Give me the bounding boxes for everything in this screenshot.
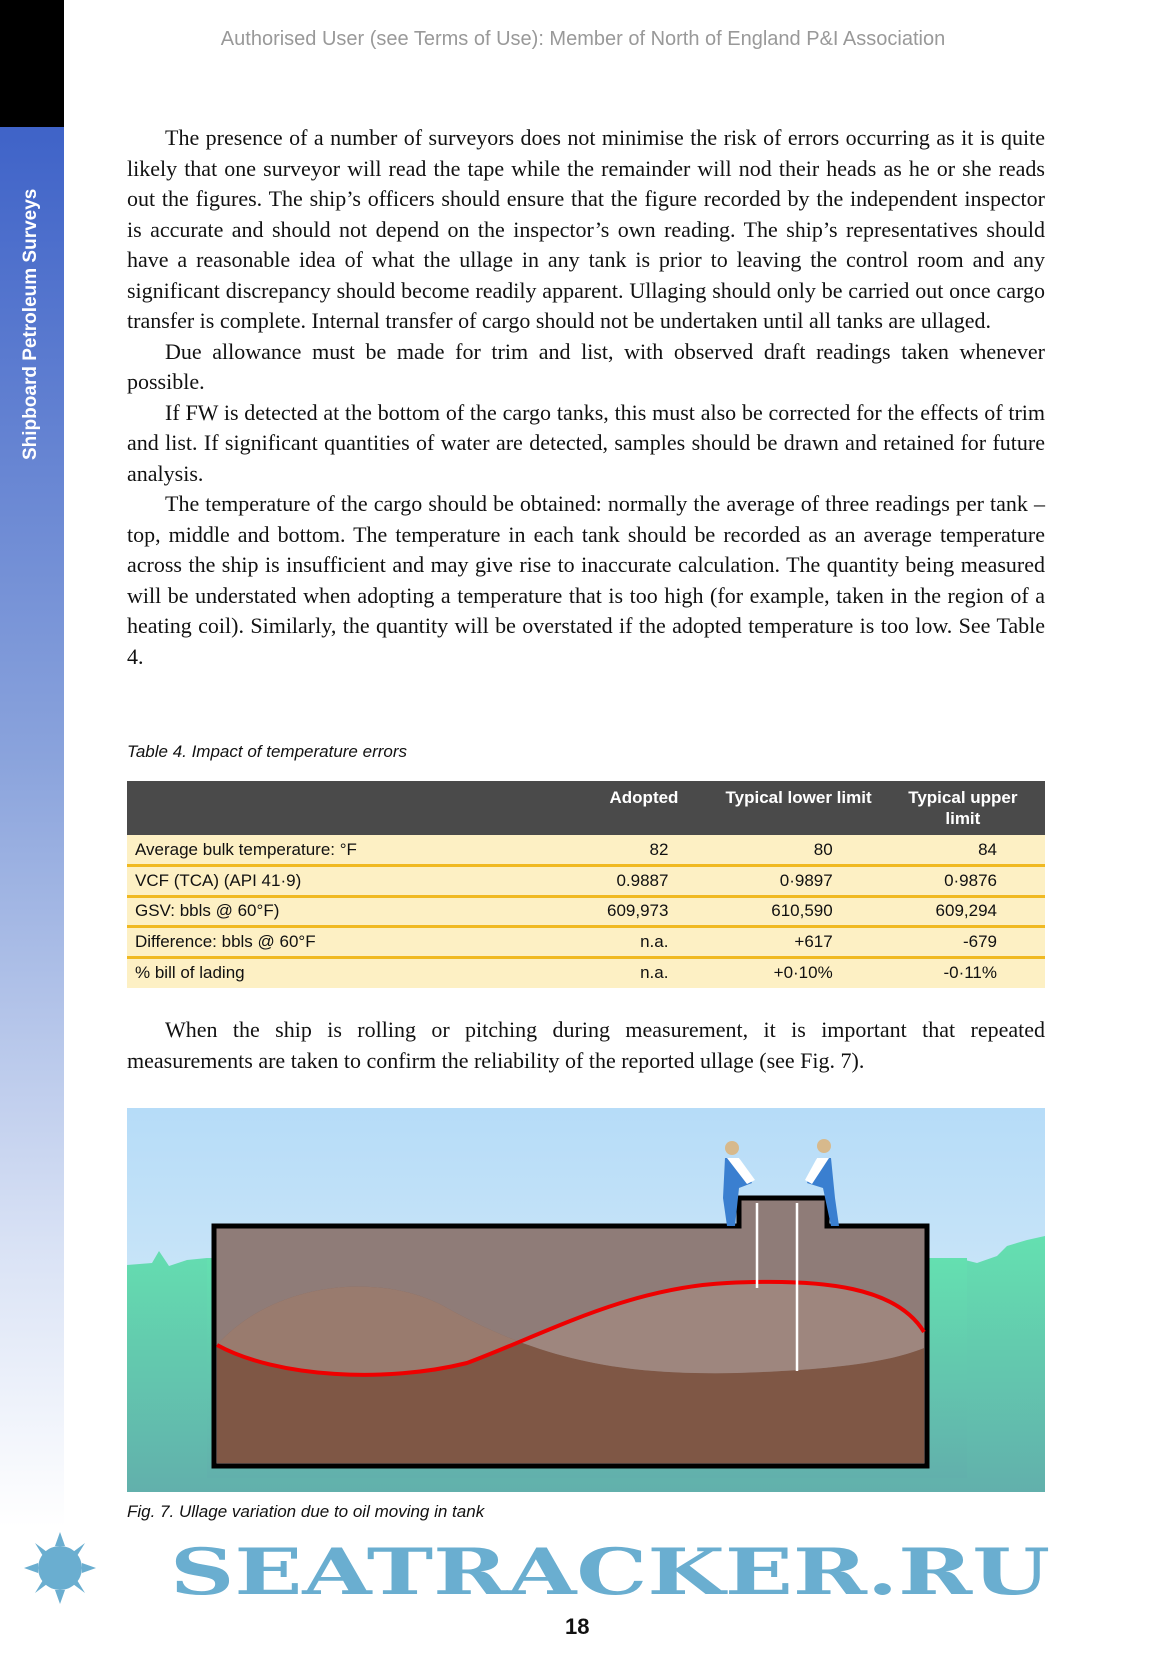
table-row	[127, 866, 1045, 897]
table-cell-label: VCF (TCA) (API 41·9)	[127, 866, 572, 897]
authorised-user-header: Authorised User (see Terms of Use): Member of North of England P&I Association	[220, 28, 946, 50]
sidebar-section-label: Shipboard Petroleum Surveys	[20, 188, 41, 460]
table-cell-value: 80	[716, 835, 880, 866]
table-cell-value: n.a.	[572, 957, 717, 988]
column-header: Typical upper limit	[881, 781, 1045, 835]
table-header-row	[127, 781, 1045, 835]
page-number: 18	[565, 1614, 590, 1639]
sun-logo-icon	[24, 1532, 96, 1604]
table-cell-value: -679	[881, 927, 1045, 958]
table-cell-value: +0·10%	[716, 957, 880, 988]
table-row	[127, 896, 1045, 927]
paragraph: When the ship is rolling or pitching during measurement, it is important that repeated measurements are taken to confirm the reliability of the reported ullage (see Fig. 7).	[127, 1017, 1045, 1073]
watermark-text: SEATRACKER.RU	[170, 1535, 1050, 1604]
paragraph: Due allowance must be made for trim and list, with observed draft readings taken whenever possible.	[127, 338, 1045, 394]
table-cell-label: GSV: bbls @ 60°F)	[127, 896, 572, 927]
table-cell-label: Difference: bbls @ 60°F	[127, 927, 572, 958]
table-row	[127, 957, 1045, 988]
sidebar-black-block	[0, 0, 64, 127]
table-cell-value: 84	[881, 835, 1045, 866]
table-cell-value: 0.9887	[572, 866, 717, 897]
paragraph: The temperature of the cargo should be obtained: normally the average of three readings per tank – top, middle and bottom. The temperature in each tank should be recorded as an average temperature across the ship is insufficient and may give rise to inaccurate calculation. The quantity being measured will be understated when adopting a temperature that is too high (for example, taken in the region of a heating coil). Similarly, the quantity will be overstated if the adopted temperature is too low. See Table 4.	[127, 491, 1045, 669]
table-cell-value: 0·9897	[716, 866, 880, 897]
table-caption: Table 4. Impact of temperature errors	[127, 742, 408, 761]
table-cell-value: 609,973	[572, 896, 717, 927]
table-cell-label: % bill of lading	[127, 957, 572, 988]
table-cell-label: Average bulk temperature: °F	[127, 835, 572, 866]
table-cell-value: +617	[716, 927, 880, 958]
paragraph: If FW is detected at the bottom of the cargo tanks, this must also be corrected for the effects of trim and list. If significant quantities of water are detected, samples should be drawn and retained for future analysis.	[127, 399, 1045, 486]
table-row	[127, 835, 1045, 866]
table-cell-value: 0·9876	[881, 866, 1045, 897]
figure-caption: Fig. 7. Ullage variation due to oil moving in tank	[127, 1502, 485, 1521]
table-cell-value: 82	[572, 835, 717, 866]
table-cell-value: -0·11%	[881, 957, 1045, 988]
column-header: Typical lower limit	[716, 781, 880, 835]
paragraph: The presence of a number of surveyors does not minimise the risk of errors occurring as it is quite likely that one surveyor will read the tape while the remainder will nod their heads as he or she reads out the figures. The ship’s officers should ensure that the figure recorded by the independent inspector is accurate and should not depend on the inspector’s own reading. The ship’s representatives should have a reasonable idea of what the ullage in any tank is prior to leaving the control room and any significant discrepancy should become readily apparent. Ullaging should only be carried out once cargo transfer is complete. Internal transfer of cargo should not be undertaken until all tanks are ullaged.	[127, 125, 1045, 333]
table-cell-value: 610,590	[716, 896, 880, 927]
table-cell-value: n.a.	[572, 927, 717, 958]
table-cell-value: 609,294	[881, 896, 1045, 927]
table-row	[127, 927, 1045, 958]
seatracker-watermark	[0, 1532, 1166, 1604]
body-text	[127, 123, 1045, 672]
column-header: Adopted	[572, 781, 717, 835]
temperature-errors-table	[127, 781, 1045, 988]
column-header	[127, 781, 572, 835]
ullage-figure	[127, 1108, 1045, 1492]
